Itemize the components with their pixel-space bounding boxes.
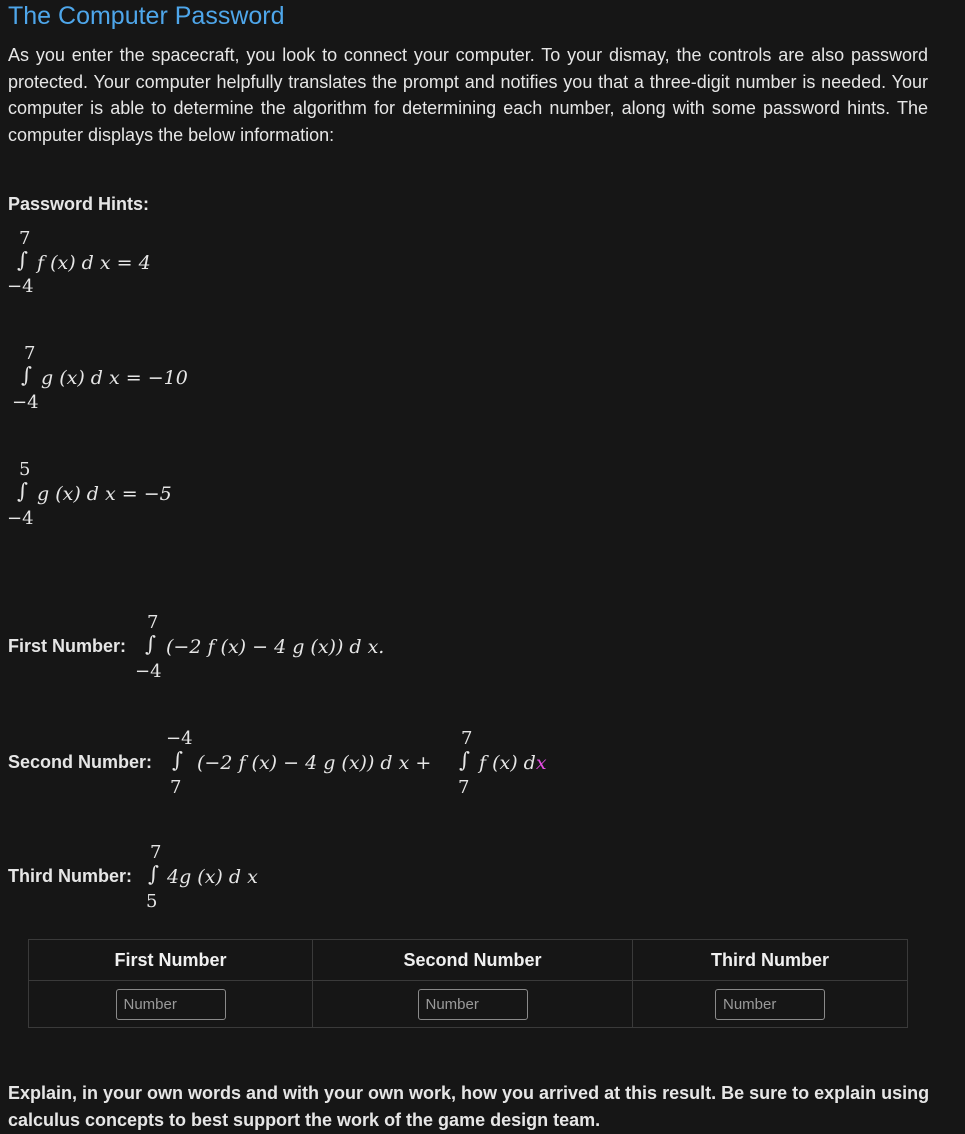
upper-limit: 7 xyxy=(150,842,162,863)
hints-label: Password Hints: xyxy=(8,194,150,214)
integrand: (−2 f (x) − 4 g (x)) d x. xyxy=(166,636,385,658)
upper-limit: 7 xyxy=(147,612,159,633)
lower-limit: 7 xyxy=(458,777,470,798)
second-number-integral-2 xyxy=(455,728,595,800)
table-cell xyxy=(313,981,633,1028)
integrand: (−2 f (x) − 4 g (x)) d x + xyxy=(197,752,432,774)
integral-sign: ∫ xyxy=(172,748,183,772)
lower-limit: 5 xyxy=(146,891,158,912)
header-first-number: First Number xyxy=(29,940,313,981)
lower-limit: −4 xyxy=(135,661,162,682)
table-row xyxy=(29,981,908,1028)
header-third-number: Third Number xyxy=(633,940,908,981)
third-number-input[interactable] xyxy=(715,989,825,1020)
answer-table xyxy=(28,939,908,1028)
header-second-number: Second Number xyxy=(313,940,633,981)
upper-limit: 7 xyxy=(461,728,473,749)
integral-sign: ∫ xyxy=(17,479,28,503)
second-number-label: Second Number: xyxy=(8,752,153,772)
second-number-input[interactable] xyxy=(418,989,528,1020)
first-number-label: First Number: xyxy=(8,636,127,656)
integral-sign: ∫ xyxy=(459,748,470,772)
intro-paragraph: As you enter the spacecraft, you look to connect your computer. To your dismay, the controls are also password protected. Your computer helpfully translates the prompt and notifies you that a three-digit number is needed. Your computer is able to determine the algorithm for determining each number, along with some password hints. The computer displays the below information: xyxy=(8,45,928,145)
second-number-integral-1 xyxy=(162,728,462,800)
upper-limit: 5 xyxy=(19,459,31,480)
integral-sign: ∫ xyxy=(148,862,159,886)
hint-integral-1 xyxy=(0,228,200,300)
table-cell xyxy=(633,981,908,1028)
third-number-label: Third Number: xyxy=(8,866,132,886)
first-number-input[interactable] xyxy=(116,989,226,1020)
third-number-integral xyxy=(140,842,340,914)
integrand: f (x) d x = 4 xyxy=(37,252,151,274)
lower-limit: −4 xyxy=(7,276,34,297)
integral-sign: ∫ xyxy=(17,248,28,272)
upper-limit: 7 xyxy=(19,228,31,249)
integrand: g (x) d x = −10 xyxy=(41,367,188,389)
lower-limit: −4 xyxy=(7,508,34,529)
hint-integral-3 xyxy=(0,459,240,531)
highlighted-variable: x xyxy=(535,752,547,774)
page-title: The Computer Password xyxy=(8,2,285,30)
integral-sign: ∫ xyxy=(145,632,156,656)
lower-limit: 7 xyxy=(170,777,182,798)
upper-limit: 7 xyxy=(24,343,36,364)
first-number-integral xyxy=(133,612,433,684)
table-cell xyxy=(29,981,313,1028)
integral-sign: ∫ xyxy=(21,363,32,387)
integrand: 4g (x) d x xyxy=(167,866,258,888)
hint-integral-2 xyxy=(0,343,240,415)
upper-limit: −4 xyxy=(166,728,193,749)
integrand-text: f (x) d xyxy=(479,752,536,774)
integrand xyxy=(479,752,547,774)
integrand: g (x) d x = −5 xyxy=(37,483,172,505)
explain-prompt: Explain, in your own words and with your own work, how you arrived at this result. Be sure to explain using calculus concepts to best support the work of the game design team. xyxy=(8,1083,930,1130)
table-header-row xyxy=(29,940,908,981)
lower-limit: −4 xyxy=(12,392,39,413)
